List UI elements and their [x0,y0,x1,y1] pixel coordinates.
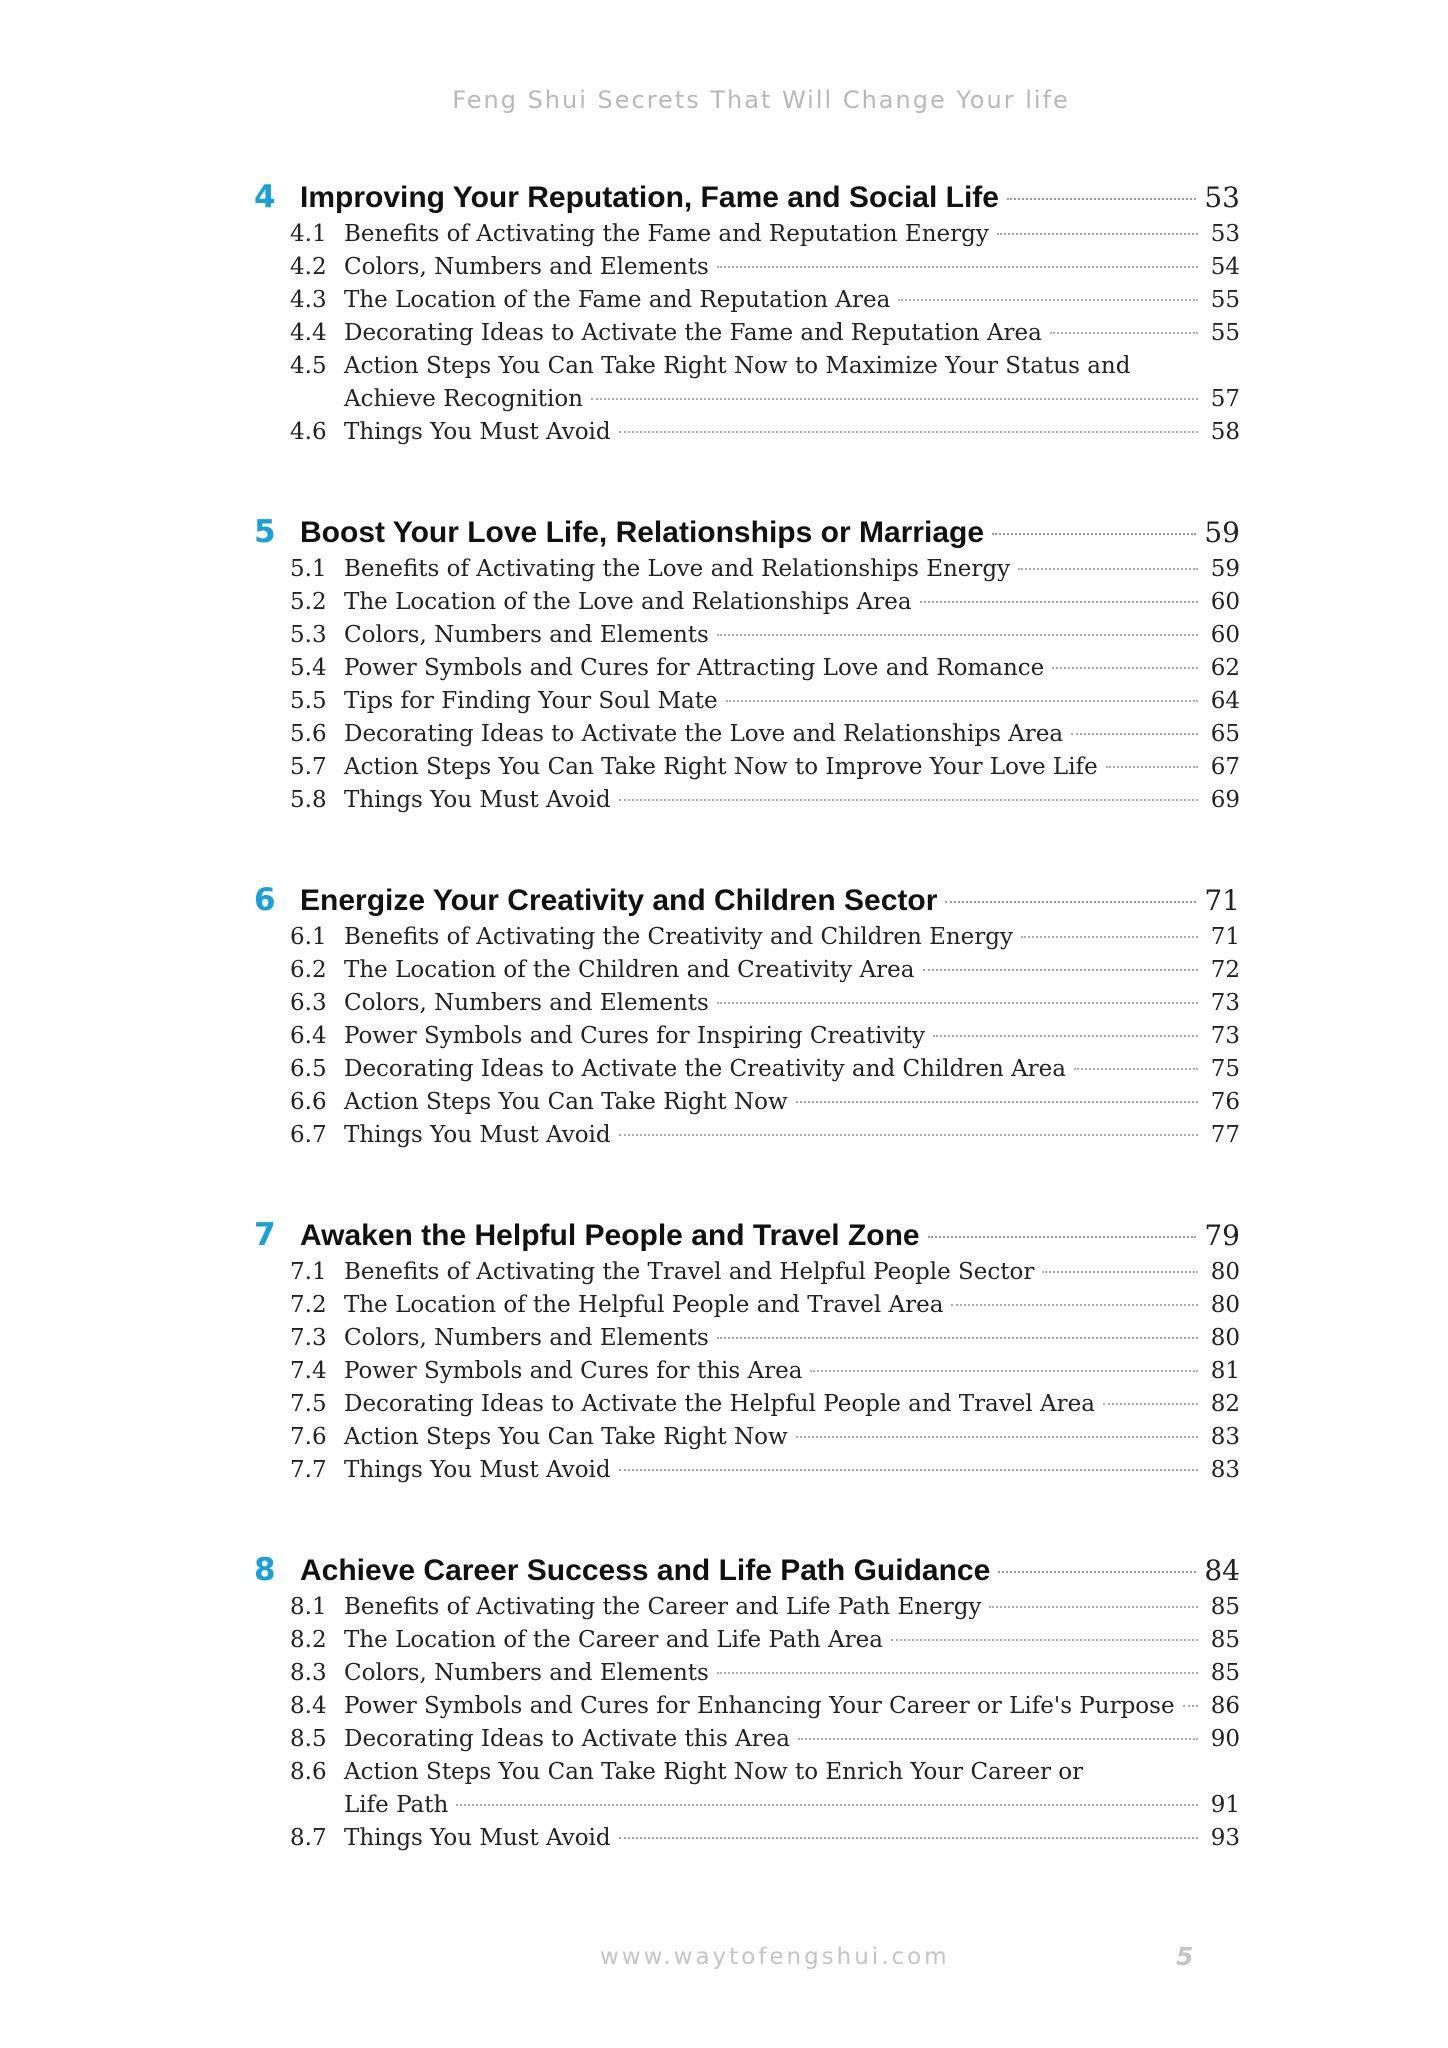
section-number: 7.5 [290,1391,327,1417]
footer-page-number: 5 [1176,1942,1194,1971]
toc-section-entry[interactable] [254,1660,1240,1693]
section-page-number: 80 [1210,1292,1240,1318]
dot-leader [717,634,1198,636]
toc-section-entry[interactable] [254,1122,1240,1155]
section-number: 6.7 [290,1122,327,1148]
section-title: Benefits of Activating the Fame and Reputation Energy [344,221,989,247]
dot-leader [726,700,1198,702]
section-number: 7.2 [290,1292,327,1318]
chapter-number: 6 [254,882,276,918]
chapter-number: 5 [254,514,276,550]
dot-leader [810,1370,1198,1372]
section-title: Decorating Ideas to Activate the Helpful People and Travel Area [344,1391,1095,1417]
toc-section-entry[interactable] [254,1594,1240,1627]
toc-section-entry[interactable] [254,419,1240,452]
section-number: 8.4 [290,1693,327,1719]
toc-section-entry[interactable] [254,221,1240,254]
section-title: Power Symbols and Cures for this Area [344,1358,803,1384]
section-page-number: 91 [1210,1792,1240,1818]
toc-section-entry[interactable] [254,1089,1240,1122]
dot-leader [1018,568,1198,570]
section-page-number: 73 [1210,1023,1240,1049]
toc-section-entry[interactable] [254,957,1240,990]
dot-leader [989,1606,1198,1608]
section-title: The Location of the Love and Relationships Area [344,589,912,615]
toc-section-entry[interactable] [254,688,1240,721]
dot-leader [619,431,1198,433]
chapter-page-number: 84 [1204,1554,1240,1587]
toc-section-entry[interactable] [254,1693,1240,1726]
section-page-number: 54 [1210,254,1240,280]
toc-chapter [254,514,1240,820]
dot-leader [619,1469,1198,1471]
toc-section-entry[interactable] [254,1424,1240,1457]
section-title: Colors, Numbers and Elements [344,254,709,280]
section-number: 5.4 [290,655,327,681]
toc-section-entry[interactable] [254,787,1240,820]
section-number: 7.3 [290,1325,327,1351]
toc-chapter [254,179,1240,452]
section-page-number: 71 [1210,924,1240,950]
section-number: 6.5 [290,1056,327,1082]
dot-leader [920,601,1198,603]
dot-leader [798,1738,1198,1740]
chapter-title: Awaken the Helpful People and Travel Zone [300,1219,920,1252]
section-number: 8.2 [290,1627,327,1653]
section-number: 4.5 [290,353,327,379]
section-page-number: 80 [1210,1259,1240,1285]
section-number: 6.4 [290,1023,327,1049]
section-number: 7.6 [290,1424,327,1450]
toc-section-entry[interactable] [254,320,1240,353]
section-title: Benefits of Activating the Love and Relationships Energy [344,556,1011,582]
section-page-number: 73 [1210,990,1240,1016]
toc-section-entry[interactable] [254,1726,1240,1759]
dot-leader [1050,332,1198,334]
section-title: Tips for Finding Your Soul Mate [344,688,718,714]
toc-section-entry[interactable] [254,1759,1240,1825]
section-title: Decorating Ideas to Activate this Area [344,1726,790,1752]
section-page-number: 60 [1210,622,1240,648]
dot-leader [717,1002,1198,1004]
section-number: 8.7 [290,1825,327,1851]
section-page-number: 85 [1210,1627,1240,1653]
section-title: Action Steps You Can Take Right Now to Improve Your Love Life [344,754,1098,780]
toc-section-entry[interactable] [254,287,1240,320]
section-number: 5.1 [290,556,327,582]
toc-section-entry[interactable] [254,990,1240,1023]
dot-leader [619,799,1198,801]
section-number: 5.7 [290,754,327,780]
dot-leader [1074,1068,1198,1070]
dot-leader [992,533,1196,535]
toc-section-entry[interactable] [254,556,1240,589]
section-number: 5.5 [290,688,327,714]
dot-leader [933,1035,1198,1037]
section-title: Things You Must Avoid [344,787,611,813]
section-title: Power Symbols and Cures for Inspiring Creativity [344,1023,926,1049]
section-page-number: 76 [1210,1089,1240,1115]
chapter-heading[interactable] [254,882,1240,924]
section-page-number: 67 [1210,754,1240,780]
toc-section-entry[interactable] [254,924,1240,957]
section-page-number: 82 [1210,1391,1240,1417]
chapter-heading[interactable] [254,514,1240,556]
chapter-page-number: 53 [1204,181,1240,214]
toc-section-entry[interactable] [254,622,1240,655]
chapter-title: Achieve Career Success and Life Path Guidance [300,1554,991,1587]
toc-section-entry[interactable] [254,1627,1240,1660]
section-title: Colors, Numbers and Elements [344,622,709,648]
section-number: 7.7 [290,1457,327,1483]
dot-leader [796,1436,1198,1438]
toc-chapter [254,1217,1240,1490]
section-number: 8.6 [290,1759,327,1785]
section-title: Colors, Numbers and Elements [344,1325,709,1351]
section-number: 8.5 [290,1726,327,1752]
section-page-number: 75 [1210,1056,1240,1082]
toc-chapter [254,882,1240,1155]
chapter-title: Boost Your Love Life, Relationships or Marriage [300,516,985,549]
section-page-number: 62 [1210,655,1240,681]
toc-section-entry[interactable] [254,1056,1240,1089]
dot-leader [717,266,1198,268]
running-header: Feng Shui Secrets That Will Change Your life [452,86,1070,114]
section-title: Things You Must Avoid [344,1825,611,1851]
dot-leader [456,1804,1198,1806]
section-number: 6.3 [290,990,327,1016]
section-page-number: 58 [1210,419,1240,445]
dot-leader [796,1101,1198,1103]
section-number: 4.6 [290,419,327,445]
toc-section-entry[interactable] [254,1023,1240,1056]
dot-leader [898,299,1198,301]
toc-section-entry[interactable] [254,655,1240,688]
section-title: Decorating Ideas to Activate the Love and Relationships Area [344,721,1064,747]
section-number: 5.6 [290,721,327,747]
dot-leader [1052,667,1198,669]
section-page-number: 85 [1210,1594,1240,1620]
section-title: The Location of the Children and Creativity Area [344,957,915,983]
dot-leader [717,1672,1198,1674]
chapter-title: Improving Your Reputation, Fame and Social Life [300,181,999,214]
section-number: 8.1 [290,1594,327,1620]
section-page-number: 83 [1210,1457,1240,1483]
dot-leader [1007,198,1196,200]
section-title: Things You Must Avoid [344,419,611,445]
section-title: Action Steps You Can Take Right Now [344,1424,788,1450]
chapter-heading[interactable] [254,1552,1240,1594]
section-title: Action Steps You Can Take Right Now to Maximize Your Status and [344,353,1131,379]
section-number: 5.2 [290,589,327,615]
chapter-page-number: 79 [1204,1219,1240,1252]
section-page-number: 57 [1210,386,1240,412]
dot-leader [1103,1403,1198,1405]
section-title: Things You Must Avoid [344,1122,611,1148]
section-title: The Location of the Helpful People and Travel Area [344,1292,944,1318]
dot-leader [1106,766,1198,768]
chapter-title: Energize Your Creativity and Children Sector [300,884,938,917]
section-number: 5.3 [290,622,327,648]
toc-section-entry[interactable] [254,353,1240,419]
section-page-number: 53 [1210,221,1240,247]
chapter-number: 7 [254,1217,276,1253]
toc-section-entry[interactable] [254,1457,1240,1490]
section-page-number: 80 [1210,1325,1240,1351]
section-page-number: 93 [1210,1825,1240,1851]
dot-leader [591,398,1198,400]
section-page-number: 72 [1210,957,1240,983]
toc-section-entry[interactable] [254,254,1240,287]
toc-chapter [254,1552,1240,1858]
footer-url[interactable]: www.waytofengshui.com [600,1944,950,1970]
section-title: Action Steps You Can Take Right Now to Enrich Your Career or [344,1759,1084,1785]
section-page-number: 90 [1210,1726,1240,1752]
toc-section-entry[interactable] [254,721,1240,754]
section-page-number: 81 [1210,1358,1240,1384]
section-page-number: 55 [1210,320,1240,346]
dot-leader [998,1571,1196,1573]
section-title-continued: Life Path [344,1792,449,1818]
toc-section-entry[interactable] [254,1259,1240,1292]
section-title: The Location of the Fame and Reputation Area [344,287,891,313]
section-number: 8.3 [290,1660,327,1686]
toc-section-entry[interactable] [254,1358,1240,1391]
toc-section-entry[interactable] [254,1825,1240,1858]
section-title: Power Symbols and Cures for Enhancing Your Career or Life's Purpose [344,1693,1175,1719]
section-number: 4.4 [290,320,327,346]
section-number: 7.4 [290,1358,327,1384]
dot-leader [619,1837,1198,1839]
section-title: Benefits of Activating the Travel and Helpful People Sector [344,1259,1035,1285]
section-number: 4.2 [290,254,327,280]
chapter-page-number: 71 [1204,884,1240,917]
toc-section-entry[interactable] [254,754,1240,787]
section-page-number: 65 [1210,721,1240,747]
section-number: 6.1 [290,924,327,950]
chapter-heading[interactable] [254,1217,1240,1259]
dot-leader [997,233,1198,235]
dot-leader [1042,1271,1198,1273]
section-page-number: 55 [1210,287,1240,313]
section-number: 7.1 [290,1259,327,1285]
toc-section-entry[interactable] [254,1391,1240,1424]
dot-leader [717,1337,1198,1339]
section-title: The Location of the Career and Life Path Area [344,1627,883,1653]
section-title: Action Steps You Can Take Right Now [344,1089,788,1115]
section-page-number: 59 [1210,556,1240,582]
section-page-number: 60 [1210,589,1240,615]
chapter-number: 4 [254,179,276,215]
chapter-heading[interactable] [254,179,1240,221]
table-of-contents [254,179,1240,1920]
toc-section-entry[interactable] [254,589,1240,622]
section-page-number: 85 [1210,1660,1240,1686]
section-number: 5.8 [290,787,327,813]
section-page-number: 69 [1210,787,1240,813]
dot-leader [951,1304,1198,1306]
chapter-page-number: 59 [1204,516,1240,549]
dot-leader [1021,936,1198,938]
chapter-number: 8 [254,1552,276,1588]
section-title: Things You Must Avoid [344,1457,611,1483]
section-page-number: 64 [1210,688,1240,714]
section-page-number: 77 [1210,1122,1240,1148]
dot-leader [619,1134,1198,1136]
section-title: Benefits of Activating the Career and Life Path Energy [344,1594,982,1620]
dot-leader [945,901,1196,903]
section-page-number: 83 [1210,1424,1240,1450]
section-title: Colors, Numbers and Elements [344,990,709,1016]
section-number: 4.1 [290,221,327,247]
dot-leader [923,969,1199,971]
toc-section-entry[interactable] [254,1325,1240,1358]
dot-leader [1071,733,1198,735]
dot-leader [1183,1705,1198,1707]
section-number: 4.3 [290,287,327,313]
section-title-continued: Achieve Recognition [344,386,583,412]
section-title: Colors, Numbers and Elements [344,1660,709,1686]
section-title: Power Symbols and Cures for Attracting Love and Romance [344,655,1045,681]
section-number: 6.6 [290,1089,327,1115]
toc-section-entry[interactable] [254,1292,1240,1325]
dot-leader [928,1236,1196,1238]
section-number: 6.2 [290,957,327,983]
section-title: Decorating Ideas to Activate the Fame and Reputation Area [344,320,1042,346]
dot-leader [891,1639,1198,1641]
section-page-number: 86 [1210,1693,1240,1719]
section-title: Benefits of Activating the Creativity and Children Energy [344,924,1013,950]
section-title: Decorating Ideas to Activate the Creativity and Children Area [344,1056,1066,1082]
